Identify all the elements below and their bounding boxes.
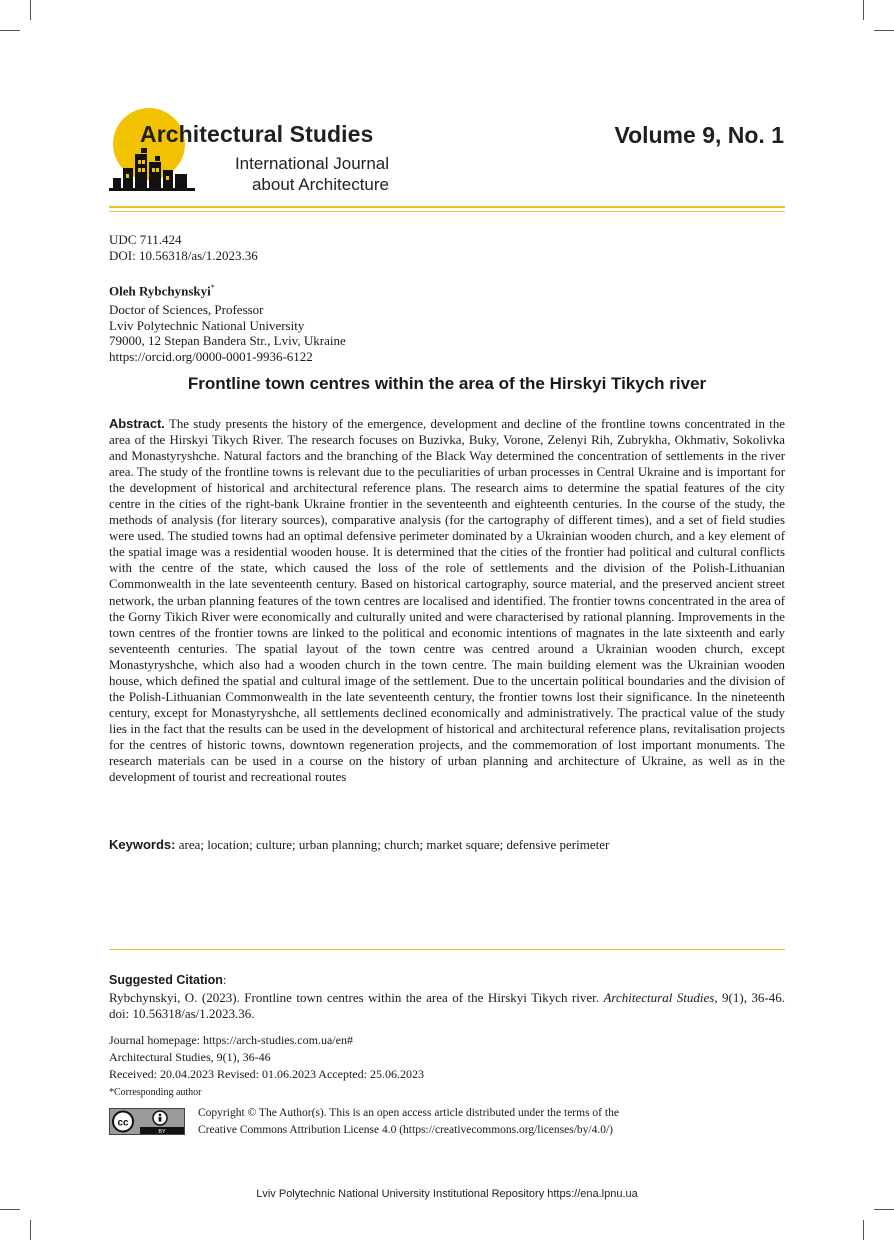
article-dates: Received: 20.04.2023 Revised: 01.06.2023 Accepted: 25.06.2023: [109, 1067, 424, 1081]
cc-by-license-icon[interactable]: [109, 1108, 185, 1135]
crop-mark: [30, 0, 31, 20]
crop-mark: [863, 0, 864, 20]
crop-mark: [0, 30, 20, 31]
citation-journal: Architectural Studies: [603, 990, 715, 1005]
crop-mark: [874, 30, 894, 31]
citation-text-end: , 9(1), 36-46. doi: 10.56318/as/1.2023.36.: [109, 990, 785, 1021]
keywords-text: area; location; culture; urban planning; church; market square; defensive perimeter: [178, 837, 610, 852]
paper-title: Frontline town centres within the area of the Hirskyi Tikych river: [187, 374, 707, 393]
author-degree: Doctor of Sciences, Professor: [109, 301, 264, 317]
udc-code: UDC 711.424: [109, 232, 182, 247]
license-line[interactable]: Creative Commons Attribution License 4.0 (https://creativecommons.org/licenses/by/4.0/): [198, 1124, 613, 1136]
header-divider: [109, 211, 785, 212]
author-address: 79000, 12 Stepan Bandera Str., Lviv, Ukraine: [109, 333, 346, 349]
cc-license-icon: [110, 1109, 184, 1134]
citation-text: Rybchynskyi, O. (2023). Frontline town centres within the area of the Hirskyi Tikych river.: [109, 990, 604, 1005]
journal-subtitle-line: about Architecture: [251, 175, 389, 194]
article-meta: [109, 232, 258, 264]
keywords: [109, 837, 785, 853]
cc-symbol: cc: [117, 1117, 129, 1129]
repository-footer: Lviv Polytechnic National University Institutional Repository https://ena.lpnu.ua: [256, 1188, 638, 1200]
abstract: [109, 416, 785, 785]
journal-logo-icon: [109, 104, 199, 204]
abstract-text: The study presents the history of the emergence, development and decline of the frontline towns concentrated in the area of the Hirskyi Tikych River. The research focuses on Buzivka, Buky, Vorone, Zelenyi Rih, Zubrykha, Okhmativ, Sokolivka and Monastyryshche. Natural factors and the branching of the Black Way determined the concentration of settlements in the river area. The study of the frontline towns is relevant due to the peculiarities of urban processes in Central Ukraine and is important for the development of historical and architectural reference plans. The research aims to determine the spatial features of the city centre in the cities of the right-bank Ukraine frontier in the seventeenth and eighteenth centuries. In the course of the study, the methods of analysis (for literary sources), comparative analysis (for the cartography of different times), and a set of field studies were used. The studied towns had an optimal defensive perimeter dominated by a Ukrainian wooden church, and a key element of the spatial image was a residential wooden house. It is determined that the cities of the frontier had political and cultural conflicts with the centre of the state, which caused the loss of the role of settlements and the division of the Polish-Lithuanian Commonwealth in the late seventeenth century. Based on historical cartography, source material, and the preserved ancient street network, the urban planning features of the town centres are localised and identified. The frontier towns concentrated in the area of the Gorny Tikich River were economically and culturally united and were characterised by rational planning. Improvements in the town centres of the frontier towns are linked to the political and economic intentions of magnates in the late sixteenth and early seventeenth centuries. The spatial layout of the town centre was centred around a Ukrainian wooden church, except Monastyryshche, which also had a wooden church in the town centre. The main building element was the Ukrainian wooden house, which defined the spatial and cultural image of the settlement. Due to the uncertain political boundaries and the division of the Polish-Lithuanian Commonwealth in the late seventeenth century, the frontier towns lost their significance. In the nineteenth century, except for Monastyryshche, all settlements declined economically and administratively. The practical value of the study lies in the fact that the results can be used in the development of historical and architectural reference plans, revitalisation projects for the centres of historic towns, downtown regeneration projects, and the commemoration of lost important monuments. The research materials can be used in a course on the history of urban planning and architecture of Ukraine, as well as in the development of tourist and recreational routes: [109, 417, 785, 785]
journal-title: Architectural Studies: [140, 121, 374, 147]
corresponding-note: *Corresponding author: [109, 1087, 202, 1098]
citation-label: Suggested Citation: [109, 973, 223, 987]
crop-mark: [874, 1209, 894, 1210]
author-block: [109, 280, 346, 364]
author-orcid[interactable]: https://orcid.org/0000-0001-9936-6122: [109, 348, 313, 364]
journal-info: [109, 1032, 424, 1083]
suggested-citation: [109, 972, 785, 1022]
journal-subtitle-line: International Journal: [234, 154, 389, 173]
journal-homepage[interactable]: Journal homepage: https://arch-studies.com.ua/en#: [109, 1033, 353, 1047]
abstract-label: Abstract.: [109, 416, 165, 431]
author-name: Oleh Rybchynskyi: [109, 283, 211, 299]
citation-colon: :: [222, 972, 227, 987]
journal-issue: Architectural Studies, 9(1), 36-46: [109, 1050, 271, 1064]
citation-divider: [109, 949, 785, 950]
copyright-notice: [198, 1105, 718, 1139]
keywords-label: Keywords:: [109, 837, 176, 852]
cc-by-label: BY: [158, 1128, 166, 1134]
corresponding-mark: *: [210, 283, 215, 292]
author-affiliation: Lviv Polytechnic National University: [109, 317, 305, 333]
crop-mark: [30, 1220, 31, 1240]
journal-subtitle: [189, 153, 389, 195]
doi[interactable]: DOI: 10.56318/as/1.2023.36: [109, 248, 258, 263]
crop-mark: [0, 1209, 20, 1210]
copyright-line: Copyright © The Author(s). This is an open access article distributed under the terms of the: [198, 1107, 619, 1119]
volume-label: Volume 9, No. 1: [614, 122, 784, 148]
header-divider: [109, 206, 785, 208]
crop-mark: [863, 1220, 864, 1240]
